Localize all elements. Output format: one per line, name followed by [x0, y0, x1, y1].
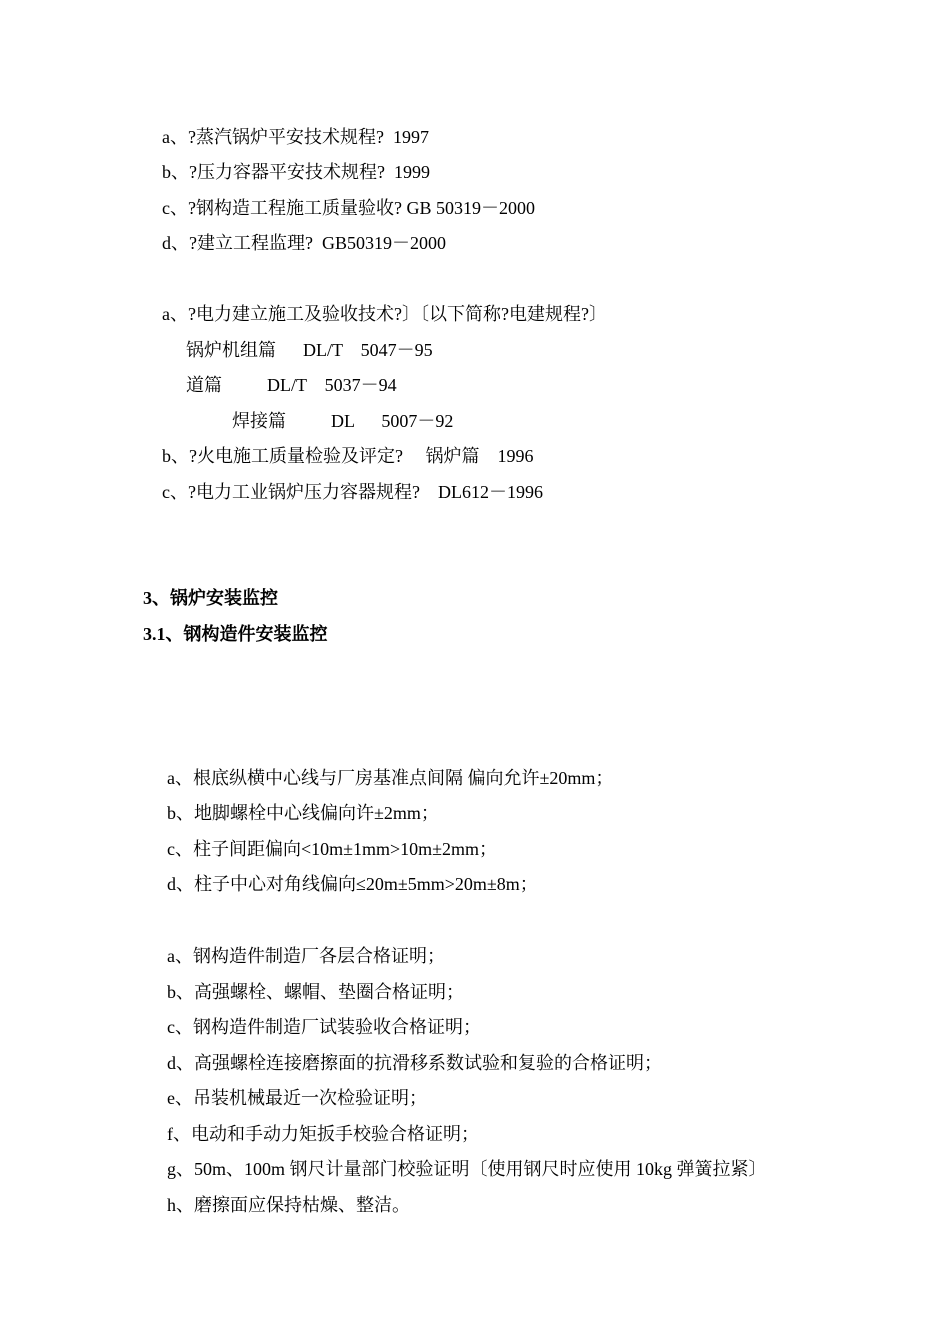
power-standards-sub-boiler: 锅炉机组篇 DL/T 5047－95: [186, 340, 433, 360]
tolerance-item-b: b、地脚螺栓中心线偏向许±2mm；: [167, 803, 439, 823]
tolerance-item-d: d、柱子中心对角线偏向≤20m±5mm>20m±8m；: [167, 874, 538, 894]
power-standards-item-b: b、?火电施工质量检验及评定? 锅炉篇 1996: [162, 446, 534, 466]
standards-item-a: a、?蒸汽锅炉平安技术规程? 1997: [162, 127, 429, 147]
power-standards-item-c: c、?电力工业锅炉压力容器规程? DL612－1996: [162, 482, 543, 502]
power-standards-sub-pipe: 道篇 DL/T 5037－94: [186, 375, 397, 395]
certificate-item-b: b、高强螺栓、螺帽、垫圈合格证明；: [167, 982, 464, 1002]
tolerance-item-a: a、根底纵横中心线与厂房基准点间隔 偏向允许±20mm；: [167, 768, 614, 788]
standards-item-c: c、?钢构造工程施工质量验收? GB 50319－2000: [162, 198, 535, 218]
certificate-item-h: h、磨擦面应保持枯燥、整洁。: [167, 1195, 410, 1215]
certificate-item-a: a、钢构造件制造厂各层合格证明；: [167, 946, 445, 966]
standards-item-d: d、?建立工程监理? GB50319－2000: [162, 233, 446, 253]
certificate-item-d: d、高强螺栓连接磨擦面的抗滑移系数试验和复验的合格证明；: [167, 1053, 662, 1073]
power-standards-item-a: a、?电力建立施工及验收技术?〕〔以下简称?电建规程?〕: [162, 304, 607, 324]
certificate-item-c: c、钢构造件制造厂试装验收合格证明；: [167, 1017, 481, 1037]
power-standards-sub-welding: 焊接篇 DL 5007－92: [232, 411, 454, 431]
section-heading-3: 3、锅炉安装监控: [143, 588, 278, 608]
section-heading-3-1: 3.1、钢构造件安装监控: [143, 624, 328, 644]
tolerance-item-c: c、柱子间距偏向<10m±1mm>10m±2mm；: [167, 839, 498, 859]
certificate-item-e: e、吊装机械最近一次检验证明；: [167, 1088, 427, 1108]
standards-item-b: b、?压力容器平安技术规程? 1999: [162, 162, 430, 182]
certificate-item-f: f、电动和手动力矩扳手校验合格证明；: [167, 1124, 479, 1144]
certificate-item-g: g、50m、100m 钢尺计量部门校验证明〔使用钢尺时应使用 10kg 弹簧拉紧〕: [167, 1159, 767, 1179]
